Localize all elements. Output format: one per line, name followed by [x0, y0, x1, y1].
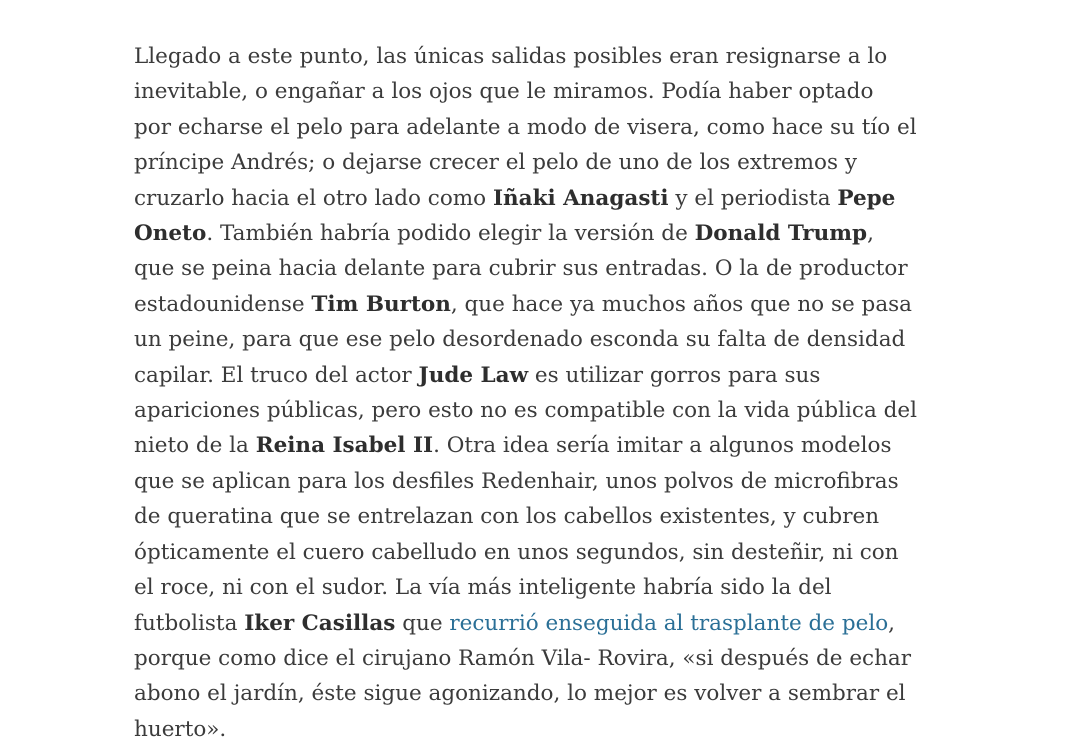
text-run: que: [395, 610, 450, 636]
paragraph-line: [134, 287, 934, 322]
bold-name-reina-isabel: Reina Isabel II: [255, 433, 434, 459]
paragraph-line: ópticamente el cuero cabelludo en unos segundos, sin desteñir, ni con: [134, 539, 899, 565]
paragraph-line: [134, 358, 934, 393]
text-run: , que hace ya muchos años que no se pasa: [450, 291, 912, 317]
text-run: ,: [888, 610, 895, 636]
paragraph-line: porque como dice el cirujano Ramón Vila- Rovira, «si después de echar: [134, 645, 912, 671]
paragraph-line: [134, 216, 934, 251]
paragraph-line: Llegado a este punto, las únicas salidas posibles eran resignarse a lo: [134, 44, 888, 69]
paragraph-line: el roce, ni con el sudor. La vía más inteligente habría sido la del: [134, 575, 832, 601]
text-run: futbolista: [134, 610, 245, 636]
bold-name-tim-burton: Tim Burton: [311, 291, 451, 317]
text-run: capilar. El truco del actor: [134, 362, 419, 388]
paragraph-line: apariciones públicas, pero esto no es compatible con la vida pública del: [134, 398, 917, 424]
paragraph-line: por echarse el pelo para adelante a modo de visera, como hace su tío el: [134, 114, 917, 140]
paragraph-line: huerto».: [134, 716, 227, 742]
text-run: . También habría podido elegir la versión de: [206, 221, 695, 247]
paragraph-line: inevitable, o engañar a los ojos que le miramos. Podía haber optado: [134, 79, 874, 105]
text-run: nieto de la: [134, 433, 256, 459]
paragraph-line: abono el jardín, éste sigue agonizando, lo mejor es volver a sembrar el: [134, 681, 906, 707]
bold-name-iker-casillas: Iker Casillas: [244, 610, 396, 636]
paragraph-line: [134, 606, 934, 641]
bold-name-pepe: Pepe: [837, 185, 896, 211]
bold-name-oneto: Oneto: [134, 221, 207, 247]
text-run: cruzarlo hacia el otro lado como: [134, 185, 493, 211]
paragraph-line: [134, 181, 934, 216]
text-run: . Otra idea sería imitar a algunos modelos: [433, 433, 892, 459]
bold-name-jude-law: Jude Law: [418, 362, 529, 388]
bold-name-inaki-anagasti: Iñaki Anagasti: [492, 185, 669, 211]
text-run: estadounidense: [134, 291, 312, 317]
text-run: y el periodista: [668, 185, 838, 211]
article-paragraph: [134, 39, 934, 747]
paragraph-line: que se peina hacia delante para cubrir sus entradas. O la de productor: [134, 256, 908, 282]
bold-name-donald-trump: Donald Trump: [694, 221, 868, 247]
paragraph-line: que se aplican para los desfiles Redenhair, unos polvos de microfibras: [134, 468, 899, 494]
paragraph-line: [134, 428, 934, 463]
paragraph-line: de queratina que se entrelazan con los cabellos existentes, y cubren: [134, 504, 880, 530]
paragraph-line: príncipe Andrés; o dejarse crecer el pelo de uno de los extremos y: [134, 150, 858, 176]
paragraph-line: un peine, para que ese pelo desordenado esconda su falta de densidad: [134, 327, 906, 353]
text-run: ,: [867, 221, 874, 247]
text-run: es utilizar gorros para sus: [528, 362, 821, 388]
hair-transplant-link[interactable]: recurrió enseguida al trasplante de pelo: [449, 610, 889, 636]
